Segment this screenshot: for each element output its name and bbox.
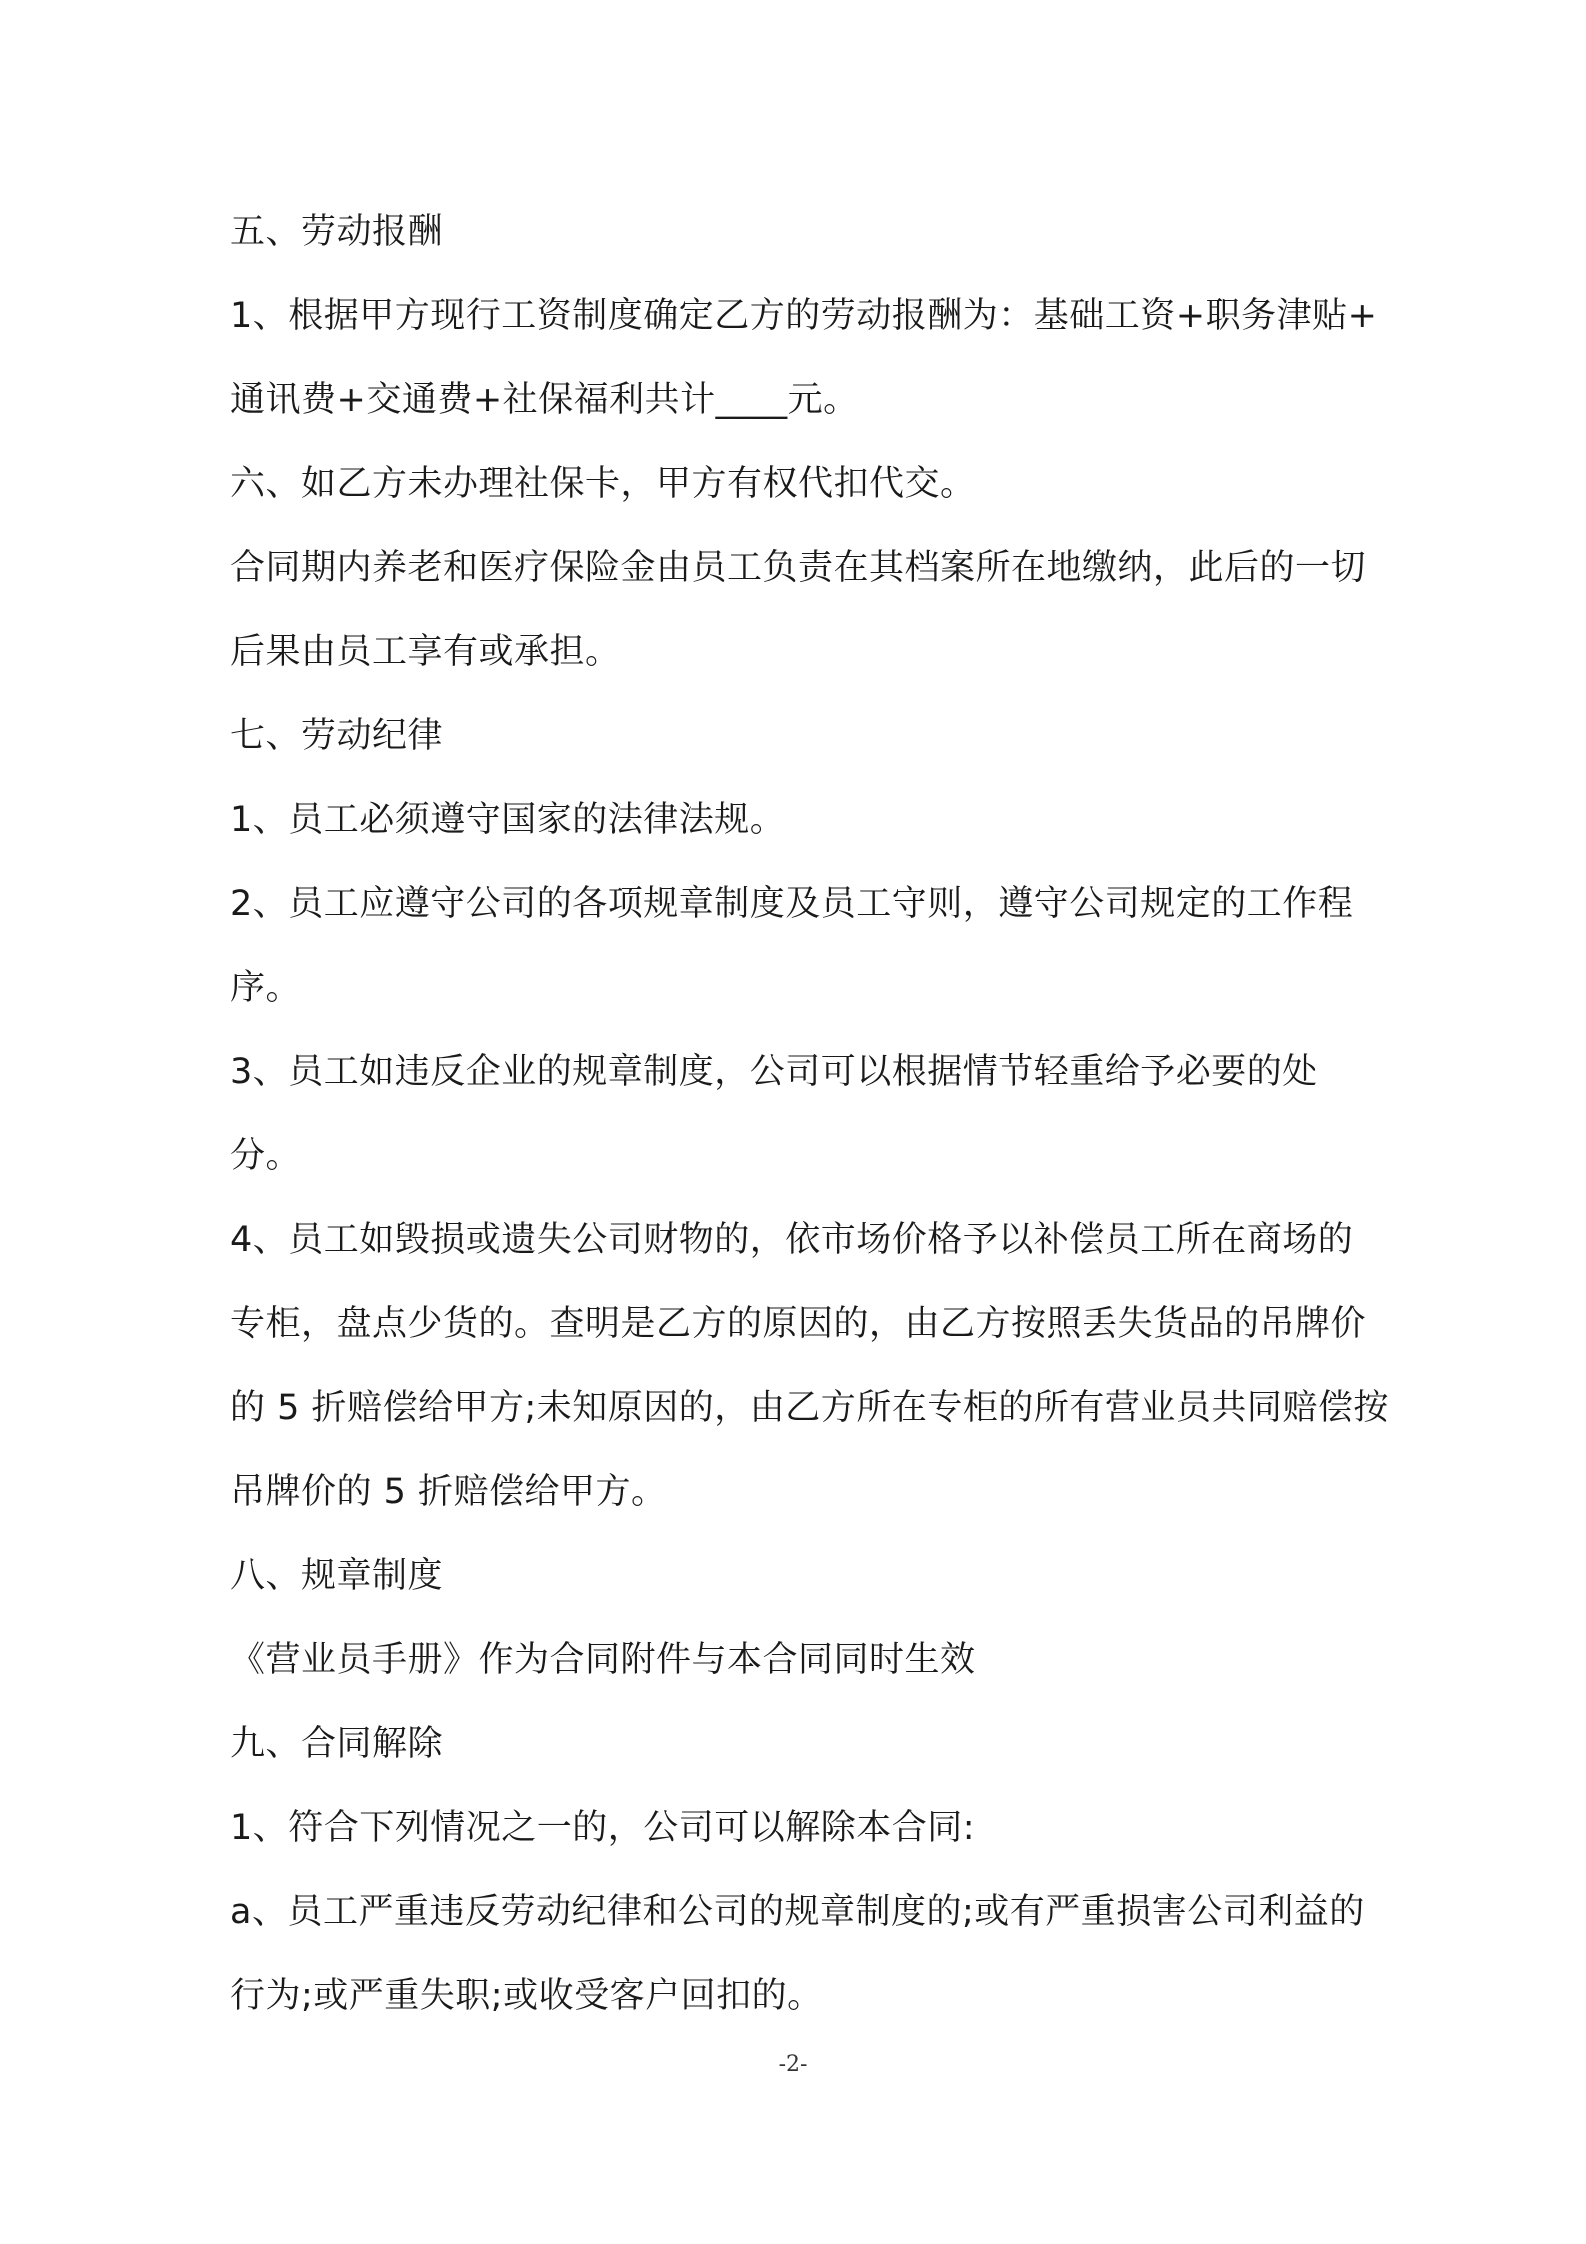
section-heading-labor-remuneration: 五、劳动报酬 — [230, 212, 444, 252]
section-heading-contract-termination: 九、合同解除 — [230, 1724, 444, 1764]
paragraph-line: 2、员工应遵守公司的各项规章制度及员工守则，遵守公司规定的工作程 — [230, 884, 1354, 924]
paragraph-line: 的 5 折赔偿给甲方;未知原因的，由乙方所在专柜的所有营业员共同赔偿按 — [230, 1388, 1389, 1428]
page-number: -2- — [778, 2052, 808, 2077]
paragraph-line: 《营业员手册》作为合同附件与本合同同时生效 — [230, 1640, 976, 1680]
section-heading-labor-discipline: 七、劳动纪律 — [230, 716, 444, 756]
section-heading-social-security: 六、如乙方未办理社保卡，甲方有权代扣代交。 — [230, 464, 976, 504]
paragraph-line: 专柜，盘点少货的。查明是乙方的原因的，由乙方按照丢失货品的吊牌价 — [230, 1304, 1367, 1344]
section-heading-rules: 八、规章制度 — [230, 1556, 444, 1596]
paragraph-line: 1、根据甲方现行工资制度确定乙方的劳动报酬为：基础工资+职务津贴+ — [230, 296, 1378, 336]
paragraph-line: 1、符合下列情况之一的，公司可以解除本合同: — [230, 1808, 976, 1848]
paragraph-line: 后果由员工享有或承担。 — [230, 632, 621, 672]
paragraph-line: 序。 — [230, 968, 302, 1008]
paragraph-line: a、员工严重违反劳动纪律和公司的规章制度的;或有严重损害公司利益的 — [230, 1892, 1365, 1932]
paragraph-line: 4、员工如毁损或遗失公司财物的，依市场价格予以补偿员工所在商场的 — [230, 1220, 1354, 1260]
paragraph-line: 3、员工如违反企业的规章制度，公司可以根据情节轻重给予必要的处 — [230, 1052, 1318, 1092]
document-body — [230, 190, 1460, 2038]
paragraph-line: 行为;或严重失职;或收受客户回扣的。 — [230, 1976, 823, 2016]
paragraph-line: 合同期内养老和医疗保险金由员工负责在其档案所在地缴纳，此后的一切 — [230, 548, 1367, 588]
paragraph-line: 通讯费+交通费+社保福利共计____元。 — [230, 380, 859, 420]
paragraph-line: 1、员工必须遵守国家的法律法规。 — [230, 800, 786, 840]
paragraph-line: 吊牌价的 5 折赔偿给甲方。 — [230, 1472, 667, 1512]
paragraph-line: 分。 — [230, 1136, 302, 1176]
